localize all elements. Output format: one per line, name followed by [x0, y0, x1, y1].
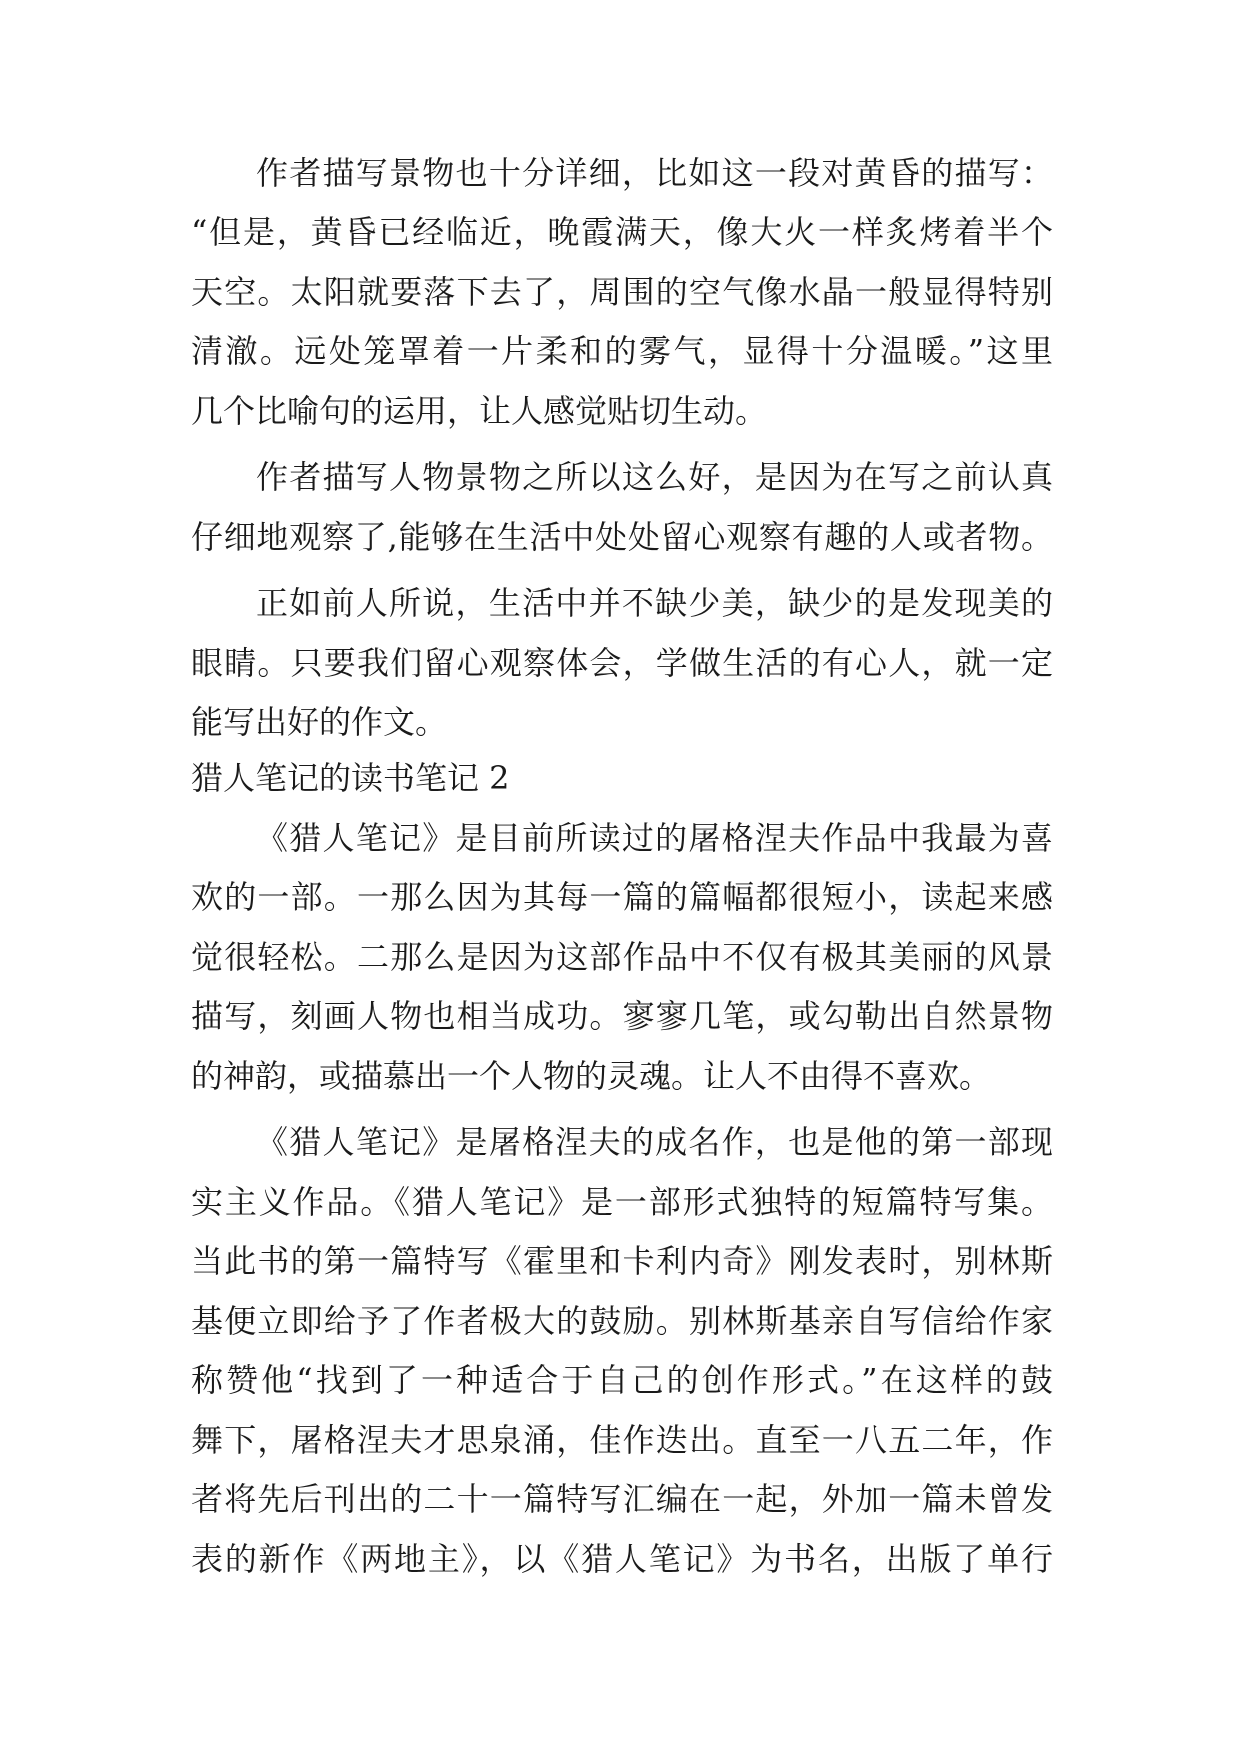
paragraph-line: 仔细地观察了,能够在生活中处处留心观察有趣的人或者物。: [191, 518, 1053, 556]
paragraph-line: 当此书的第一篇特写《霍里和卡利内奇》刚发表时，别林斯: [191, 1242, 1053, 1280]
paragraph-line: 欢的一部。一那么因为其每一篇的篇幅都很短小，读起来感: [191, 878, 1053, 916]
paragraph-line: 称赞他“找到了一种适合于自己的创作形式。”在这样的鼓: [191, 1361, 1053, 1399]
section-heading: 猎人笔记的读书笔记 2: [191, 759, 510, 797]
paragraph-line: 的神韵，或描慕出一个人物的灵魂。让人不由得不喜欢。: [191, 1057, 992, 1095]
paragraph-line: 正如前人所说，生活中并不缺少美，缺少的是发现美的: [256, 584, 1053, 622]
paragraph-line: “但是，黄昏已经临近，晚霞满天，像大火一样炙烤着半个: [191, 213, 1053, 251]
paragraph-line: 作者描写人物景物之所以这么好，是因为在写之前认真: [256, 458, 1053, 496]
paragraph-line: 眼睛。只要我们留心观察体会，学做生活的有心人，就一定: [191, 644, 1053, 682]
paragraph-line: 作者描写景物也十分详细，比如这一段对黄昏的描写：: [256, 154, 1053, 192]
paragraph-line: 《猎人笔记》是目前所读过的屠格涅夫作品中我最为喜: [256, 819, 1053, 857]
paragraph-line: 觉很轻松。二那么是因为这部作品中不仅有极其美丽的风景: [191, 938, 1053, 976]
paragraph-line: 清澈。远处笼罩着一片柔和的雾气，显得十分温暖。”这里: [191, 332, 1053, 370]
paragraph-line: 者将先后刊出的二十一篇特写汇编在一起，外加一篇未曾发: [191, 1480, 1053, 1518]
paragraph-line: 舞下，屠格涅夫才思泉涌，佳作迭出。直至一八五二年，作: [191, 1421, 1053, 1459]
paragraph-line: 能写出好的作文。: [191, 703, 448, 741]
paragraph-line: 描写，刻画人物也相当成功。寥寥几笔，或勾勒出自然景物: [191, 997, 1053, 1035]
paragraph-line: 《猎人笔记》是屠格涅夫的成名作，也是他的第一部现: [256, 1123, 1053, 1161]
paragraph-line: 几个比喻句的运用，让人感觉贴切生动。: [191, 392, 768, 430]
paragraph-line: 实主义作品。《猎人笔记》是一部形式独特的短篇特写集。: [191, 1183, 1053, 1221]
paragraph-line: 表的新作《两地主》，以《猎人笔记》为书名，出版了单行: [191, 1540, 1053, 1578]
paragraph-line: 基便立即给予了作者极大的鼓励。别林斯基亲自写信给作家: [191, 1302, 1053, 1340]
paragraph-line: 天空。太阳就要落下去了，周围的空气像水晶一般显得特别: [191, 273, 1053, 311]
